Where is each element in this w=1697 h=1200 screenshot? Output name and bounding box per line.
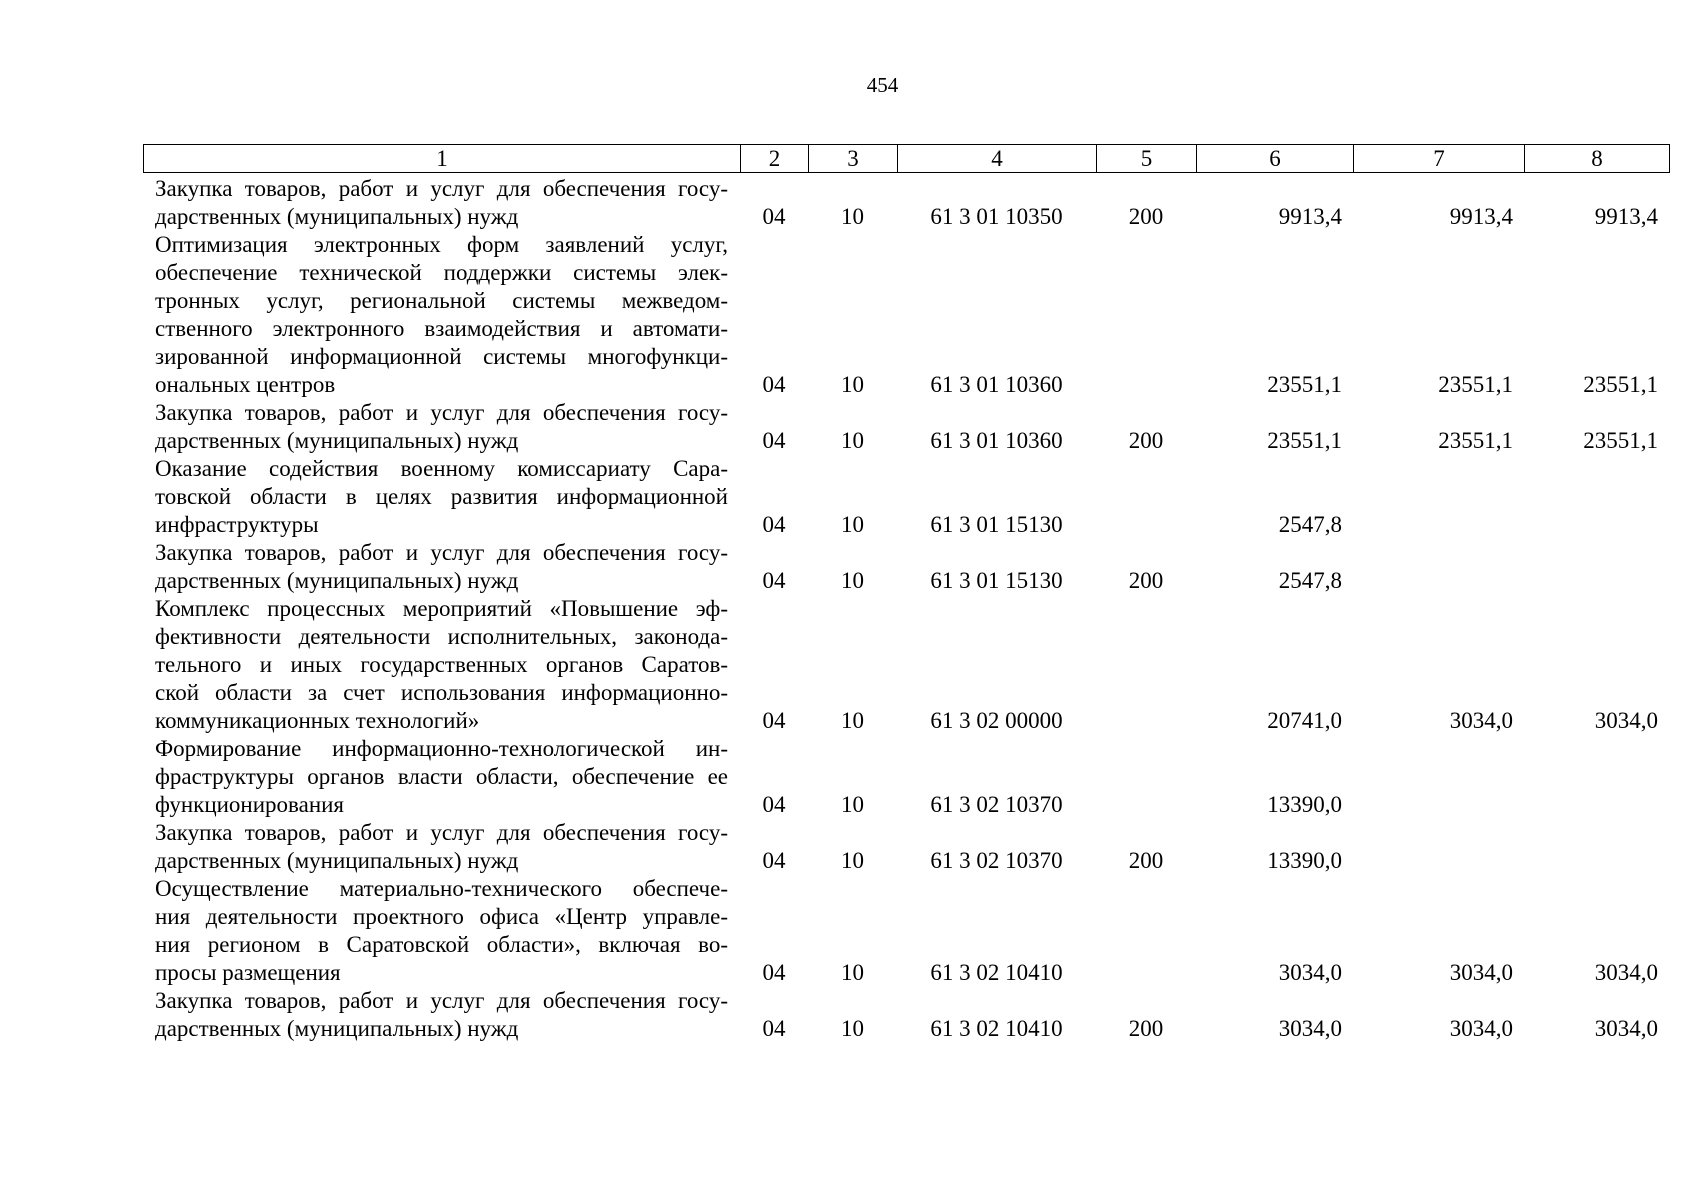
expense-type-code: 200: [1128, 428, 1164, 453]
column-header-7: 7: [1354, 145, 1525, 173]
row-description: [143, 175, 740, 231]
column-header-1: 1: [144, 145, 741, 173]
row-description: [143, 819, 740, 875]
description-line: Закупка товаров, работ и услуг для обеспечения госу-: [155, 820, 728, 845]
expense-type-code: 200: [1128, 204, 1164, 229]
description-line: Формирование информационно-технологической ин-: [155, 736, 728, 761]
description-line: просы размещения: [155, 960, 341, 985]
amount-col-8: 3034,0: [1594, 1016, 1658, 1041]
amount-col-7: 3034,0: [1449, 708, 1513, 733]
amount-col-6: 23551,1: [1267, 428, 1342, 453]
subsection-code: 10: [841, 428, 864, 453]
amount-col-6: 2547,8: [1278, 512, 1342, 537]
expense-type-code: [1096, 231, 1196, 399]
description-line: фраструктуры органов власти области, обеспечение ее: [155, 764, 728, 789]
table-header: [143, 144, 1670, 173]
row-description: [143, 231, 740, 399]
row-description: [143, 399, 740, 455]
row-description: [143, 455, 740, 539]
column-header-2: 2: [741, 145, 809, 173]
row-description: [143, 595, 740, 735]
subsection-code: 10: [841, 512, 864, 537]
description-line: дарственных (муниципальных) нужд: [155, 204, 519, 229]
description-line: ской области за счет использования информационно-: [155, 680, 728, 705]
column-header-3: 3: [809, 145, 898, 173]
amount-col-7: 9913,4: [1449, 204, 1513, 229]
subsection-code: 10: [841, 204, 864, 229]
subsection-code: 10: [841, 960, 864, 985]
amount-col-7: 23551,1: [1438, 372, 1513, 397]
description-line: Закупка товаров, работ и услуг для обеспечения госу-: [155, 540, 728, 565]
subsection-code: 10: [841, 568, 864, 593]
table-row: [143, 875, 1669, 987]
table-row: [143, 399, 1669, 455]
description-line: тронных услуг, региональной системы межведом-: [155, 288, 728, 313]
section-code: 04: [762, 428, 786, 453]
row-description: [143, 987, 740, 1043]
amount-col-7: [1353, 539, 1524, 595]
row-description: [143, 539, 740, 595]
description-line: Оптимизация электронных форм заявлений услуг,: [155, 232, 728, 257]
expense-type-code: 200: [1128, 1016, 1164, 1041]
section-code: 04: [762, 960, 786, 985]
expense-type-code: 200: [1128, 848, 1164, 873]
subsection-code: 10: [841, 708, 864, 733]
section-code: 04: [762, 204, 786, 229]
subsection-code: 10: [841, 1016, 864, 1041]
section-code: 04: [762, 512, 786, 537]
expense-type-code: [1096, 735, 1196, 819]
subsection-code: 10: [841, 848, 864, 873]
description-line: ональных центров: [155, 372, 336, 397]
table-row: [143, 231, 1669, 399]
description-line: дарственных (муниципальных) нужд: [155, 1016, 519, 1041]
description-line: Закупка товаров, работ и услуг для обеспечения госу-: [155, 400, 728, 425]
description-line: ственного электронного взаимодействия и автомати-: [155, 316, 728, 341]
description-line: Осуществление материально-технического обеспече-: [155, 876, 728, 901]
column-header-4: 4: [898, 145, 1097, 173]
amount-col-8: 23551,1: [1583, 372, 1658, 397]
amount-col-7: [1353, 455, 1524, 539]
column-header-5: 5: [1097, 145, 1197, 173]
section-code: 04: [762, 848, 786, 873]
description-line: товской области в целях развития информационной: [155, 484, 728, 509]
description-line: зированной информационной системы многофункци-: [155, 344, 728, 369]
table-row: [143, 819, 1669, 875]
target-article-code: 61 3 01 10350: [930, 204, 1063, 229]
description-line: ния регионом в Саратовской области», включая во-: [155, 932, 728, 957]
amount-col-8: [1524, 455, 1669, 539]
section-code: 04: [762, 568, 786, 593]
section-code: 04: [762, 792, 786, 817]
amount-col-8: 3034,0: [1594, 708, 1658, 733]
amount-col-6: 3034,0: [1278, 960, 1342, 985]
target-article-code: 61 3 02 10410: [930, 960, 1063, 985]
amount-col-8: [1524, 539, 1669, 595]
amount-col-6: 2547,8: [1278, 568, 1342, 593]
subsection-code: 10: [841, 372, 864, 397]
amount-col-6: 3034,0: [1278, 1016, 1342, 1041]
amount-col-8: 23551,1: [1583, 428, 1658, 453]
section-code: 04: [762, 1016, 786, 1041]
section-code: 04: [762, 708, 786, 733]
description-line: инфраструктуры: [155, 512, 319, 537]
table-row: [143, 735, 1669, 819]
amount-col-6: 13390,0: [1267, 792, 1342, 817]
table-row: [143, 175, 1669, 231]
amount-col-7: [1353, 819, 1524, 875]
description-line: тельного и иных государственных органов Саратов-: [155, 652, 728, 677]
table-row: [143, 595, 1669, 735]
table-row: [143, 539, 1669, 595]
row-description: [143, 875, 740, 987]
column-header-8: 8: [1525, 145, 1670, 173]
description-line: обеспечение технической поддержки системы элек-: [155, 260, 728, 285]
target-article-code: 61 3 02 10370: [930, 848, 1063, 873]
description-line: Закупка товаров, работ и услуг для обеспечения госу-: [155, 176, 728, 201]
page-number: 454: [866, 73, 899, 97]
expense-type-code: [1096, 455, 1196, 539]
budget-table: [143, 175, 1669, 1043]
expense-type-code: [1096, 595, 1196, 735]
amount-col-8: 3034,0: [1594, 960, 1658, 985]
amount-col-6: 20741,0: [1267, 708, 1342, 733]
amount-col-8: [1524, 819, 1669, 875]
description-line: функционирования: [155, 792, 345, 817]
target-article-code: 61 3 01 15130: [930, 568, 1063, 593]
description-line: фективности деятельности исполнительных, законода-: [155, 624, 728, 649]
subsection-code: 10: [841, 792, 864, 817]
section-code: 04: [762, 372, 786, 397]
amount-col-7: 23551,1: [1438, 428, 1513, 453]
amount-col-8: 9913,4: [1594, 204, 1658, 229]
amount-col-7: 3034,0: [1449, 960, 1513, 985]
expense-type-code: [1096, 875, 1196, 987]
amount-col-6: 9913,4: [1278, 204, 1342, 229]
description-line: коммуникационных технологий»: [155, 708, 480, 733]
description-line: ния деятельности проектного офиса «Центр управле-: [155, 904, 728, 929]
description-line: Комплекс процессных мероприятий «Повышение эф-: [155, 596, 728, 621]
target-article-code: 61 3 02 10370: [930, 792, 1063, 817]
description-line: Оказание содействия военному комиссариату Сара-: [155, 456, 728, 481]
target-article-code: 61 3 01 10360: [930, 372, 1063, 397]
description-line: дарственных (муниципальных) нужд: [155, 428, 519, 453]
amount-col-6: 23551,1: [1267, 372, 1342, 397]
target-article-code: 61 3 01 10360: [930, 428, 1063, 453]
target-article-code: 61 3 02 10410: [930, 1016, 1063, 1041]
description-line: дарственных (муниципальных) нужд: [155, 848, 519, 873]
amount-col-7: [1353, 735, 1524, 819]
target-article-code: 61 3 02 00000: [930, 708, 1063, 733]
row-description: [143, 735, 740, 819]
description-line: Закупка товаров, работ и услуг для обеспечения госу-: [155, 988, 728, 1013]
amount-col-7: 3034,0: [1449, 1016, 1513, 1041]
table-row: [143, 455, 1669, 539]
amount-col-6: 13390,0: [1267, 848, 1342, 873]
description-line: дарственных (муниципальных) нужд: [155, 568, 519, 593]
expense-type-code: 200: [1128, 568, 1164, 593]
amount-col-8: [1524, 735, 1669, 819]
column-header-6: 6: [1197, 145, 1354, 173]
target-article-code: 61 3 01 15130: [930, 512, 1063, 537]
table-row: [143, 987, 1669, 1043]
